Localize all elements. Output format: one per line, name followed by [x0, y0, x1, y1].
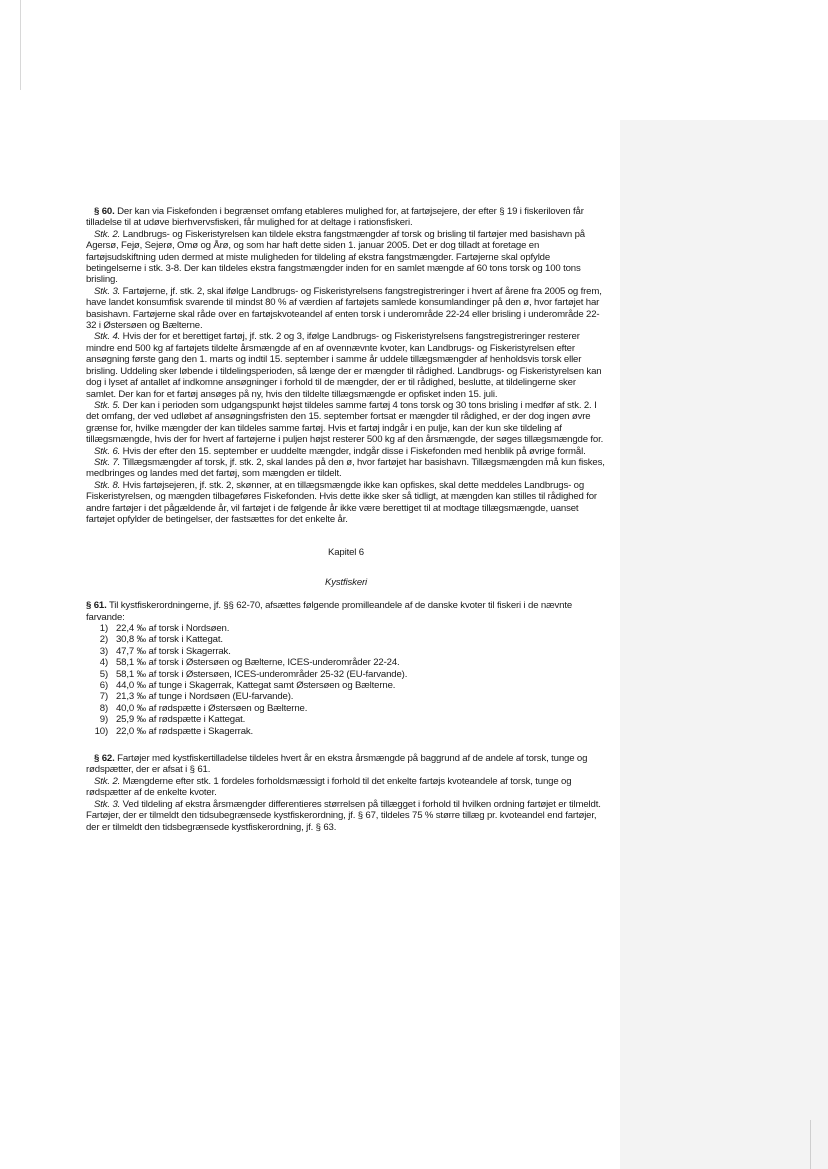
list-text: 47,7 ‰ af torsk i Skagerrak. [116, 645, 231, 657]
stk-label: Stk. 2. [94, 228, 121, 240]
scan-edge-line [810, 1120, 811, 1169]
section-62 [86, 753, 606, 776]
stk-text: Hvis fartøjsejeren, jf. stk. 2, skønner, at en tillægsmængde ikke kan opfiskes, skal dette meddeles Landbrugs- og Fiskeristyrelsen, og mængden tilbageføres Fiskefonden. Hvis dette ikke sker så tidligt, at mængden kan stilles til rådighed for andre fartøjer i det pågældende år, vil fartøjet i de følgende år ikke være berettiget til at modtage tillægsmængde, uanset fartøjet opfylder de betingelser, der fastsættes for det enkelte år. [86, 479, 597, 525]
list-item [86, 680, 606, 691]
list-text: 40,0 ‰ af rødspætte i Østersøen og Bælterne. [116, 702, 308, 714]
list-number: 2) [99, 634, 108, 646]
list-text: 44,0 ‰ af tunge i Skagerrak, Kattegat samt Østersøen og Bælterne. [116, 680, 396, 692]
stk-label: Stk. 6. [94, 445, 121, 457]
list-item [86, 726, 606, 737]
list-number: 8) [99, 702, 108, 714]
list-text: 22,4 ‰ af torsk i Nordsøen. [116, 623, 230, 634]
list-item [86, 691, 606, 702]
stk-paragraph [86, 229, 606, 286]
list-number: 4) [99, 657, 108, 669]
chapter-title: Kapitel 6 [328, 547, 364, 559]
stk-paragraph [86, 776, 606, 799]
scan-shadow [620, 120, 828, 1169]
stk-paragraph [86, 446, 606, 457]
list-item [86, 669, 606, 680]
stk-paragraph [86, 400, 606, 446]
list-text: 58,1 ‰ af torsk i Østersøen, ICES-underområder 25-32 (EU-farvande). [116, 668, 408, 680]
list-number: 1) [99, 623, 108, 634]
stk-paragraph [86, 286, 606, 332]
section-number: § 61. [86, 600, 107, 612]
section-60 [86, 206, 606, 229]
list-item [86, 623, 606, 634]
list-item [86, 657, 606, 668]
section-text: Fartøjer med kystfiskertilladelse tildeles hvert år en ekstra årsmængde på baggrund af de andele af torsk, tunge og rødspætter, der er afsat i § 61. [86, 753, 588, 776]
quota-list [86, 623, 606, 737]
chapter-name: Kystfiskeri [324, 576, 368, 588]
section-number: § 60. [94, 206, 115, 217]
list-text: 58,1 ‰ af torsk i Østersøen og Bælterne, ICES-underområder 22-24. [116, 657, 400, 669]
stk-text: Mængderne efter stk. 1 fordeles forholdsmæssigt i forhold til det enkelte fartøjs kvoteandele af torsk, tunge og rødspætter af de enkelte kvoter. [86, 775, 572, 799]
list-item [86, 634, 606, 645]
list-number: 9) [99, 714, 108, 726]
section-number: § 62. [94, 753, 115, 765]
list-number: 7) [99, 691, 108, 703]
list-item [86, 714, 606, 725]
stk-text: Fartøjerne, jf. stk. 2, skal ifølge Landbrugs- og Fiskeristyrelsens fangstregistreringer i hvert af årene fra 2005 og frem, have landet konsumfisk svarende til mindst 80 % af værdien af fartøjets samlede konsumlandinger på den ø, hvor fartøjet har basishavn. Fartøjerne skal råde over en fartøjskvoteandel af enten torsk i underområde 22-24 eller brisling i underområde 22-32 i Østersøen og Bælterne. [86, 285, 602, 332]
stk-paragraph [86, 799, 606, 833]
list-text: 22,0 ‰ af rødspætte i Skagerrak. [116, 725, 254, 737]
list-text: 25,9 ‰ af rødspætte i Kattegat. [116, 714, 246, 726]
stk-text: Ved tildeling af ekstra årsmængder differentieres størrelsen på tillægget i forhold til hvilken ordning fartøjet er tilmeldt. Fartøjer, der er tilmeldt den tidsubegrænsede kystfiskerordning, jf. § 67, tildeles 75 % større tillæg pr. kvoteandel end fartøjer, der er tilmeldt den tidsbegrænsede kystfiskerordning, jf. § 63. [86, 798, 601, 833]
stk-text: Landbrugs- og Fiskeristyrelsen kan tildele ekstra fangstmængder af torsk og brisling til fartøjer med basishavn på Agersø, Fejø, Sejerø, Omø og Årø, og som har haft dette siden 1. januar 2005. Det er dog tilladt at foretage en fartøjsudskiftning uden dermed at miste muligheden for tildeling af ekstra fangstmængder. Fartøjerne skal opfylde betingelserne i stk. 3-8. Der kan tildeles ekstra fangstmængder inden for en samlet mængde af 60 tons torsk og 100 tons brisling. [86, 228, 585, 286]
stk-paragraph [86, 331, 606, 399]
list-number: 6) [99, 680, 108, 692]
document-page [86, 206, 606, 833]
list-item [86, 703, 606, 714]
stk-label: Stk. 8. [94, 479, 121, 491]
stk-paragraph [86, 457, 606, 480]
stk-text: Hvis der efter den 15. september er uuddelte mængder, indgår disse i Fiskefonden med henblik på øvrige formål. [122, 445, 586, 457]
stk-label: Stk. 2. [94, 775, 121, 787]
section-text: Der kan via Fiskefonden i begrænset omfang etableres mulighed for, at fartøjsejere, der efter § 19 i fiskeriloven får tilladelse til at udøve bierhvervsfiskeri, får mulighed for at deltage i rationsfiskeri. [86, 206, 584, 229]
stk-text: Tillægsmængder af torsk, jf. stk. 2, skal landes på den ø, hvor fartøjet har basishavn. Tillægsmængden må kun fiskes, medbringes og landes med det fartøj, som mængden er tildelt. [86, 456, 605, 480]
list-item [86, 646, 606, 657]
list-number: 3) [99, 645, 108, 657]
stk-label: Stk. 4. [94, 331, 121, 343]
stk-label: Stk. 7. [94, 456, 121, 468]
section-text: Til kystfiskerordningerne, jf. §§ 62-70, afsættes følgende promilleandele af de danske kvoter til fiskeri i de nævnte farvande: [86, 600, 573, 623]
stk-label: Stk. 3. [94, 285, 121, 297]
stk-text: Der kan i perioden som udgangspunkt højst tildeles samme fartøj 4 tons torsk og 30 tons brisling i medfør af stk. 2. I det omfang, der ved udløbet af ansøgningsfristen den 15. september fortsat er mængder til rådighed, er der dog ingen øvre grænse for, hvilke mængder der kan tildeles samme fartøj. Hvis et fartøj indgår i en pulje, kan der kun ske tildeling af tillægsmængde, hvis der for hvert af fartøjerne i puljen højst resterer 500 kg af den årsmængde, der søges tillægsmængde for. [86, 399, 604, 446]
stk-label: Stk. 3. [94, 798, 121, 810]
stk-text: Hvis der for et berettiget fartøj, jf. stk. 2 og 3, ifølge Landbrugs- og Fiskeristyrelsens fangstregistreringer resterer mindre end 500 kg af fartøjets tildelte årsmængde af en af ovennævnte kvoter, kan Landbrugs- og Fiskeristyrelsen efter ansøgning første gang den 1. marts og indtil 15. september i samme år uddele tillægsmængder af henholdsvis torsk eller brisling. Uddeling sker løbende i tildelingsperioden, så længe der er mængder til rådighed. Landbrugs- og Fiskeristyrelsen kan dog i lyset af antallet af indkomne ansøgninger i forhold til de mængder, der er til rådighed, beslutte, at tildelingerne sker samlet. Der kan for et fartøj ansøges på ny, hvis den tildelte tillægsmængde er opfisket inden 15. juli. [86, 331, 602, 400]
stk-paragraph [86, 480, 606, 526]
scan-margin-line [20, 0, 21, 90]
list-text: 30,8 ‰ af torsk i Kattegat. [116, 634, 223, 646]
stk-label: Stk. 5. [94, 399, 121, 411]
list-number: 5) [99, 668, 108, 680]
section-61 [86, 600, 606, 623]
list-number: 10) [94, 725, 108, 737]
list-text: 21,3 ‰ af tunge i Nordsøen (EU-farvande). [116, 691, 294, 703]
